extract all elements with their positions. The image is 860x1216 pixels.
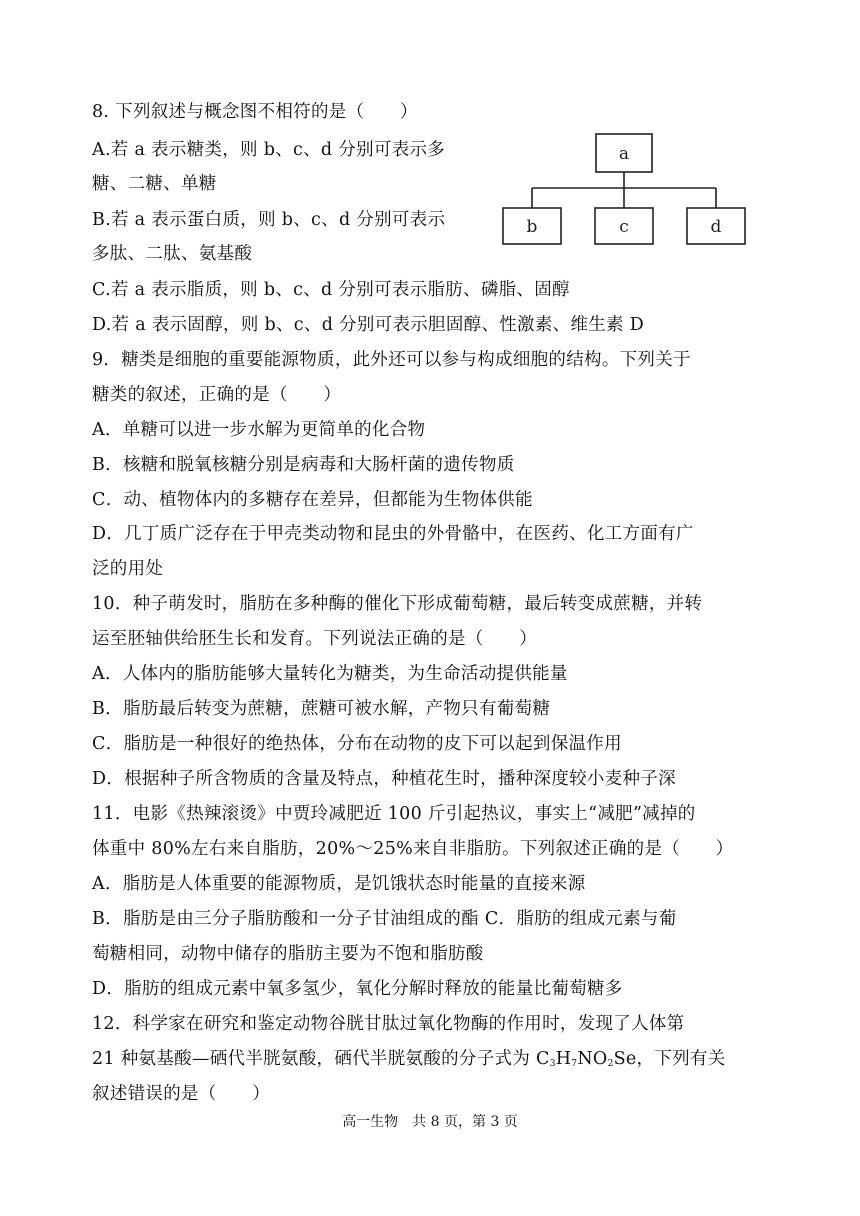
q10-option-b: B．脂肪最后转变为蔗糖，蔗糖可被水解，产物只有葡萄糖 [92,699,551,719]
q12-stem-line2-post: Se，下列有关 [613,1049,726,1069]
q11-option-bc-line1: B．脂肪是由三分子脂肪酸和一分子甘油组成的酯 C．脂肪的组成元素与葡 [92,909,677,929]
q11-option-bc-line2: 萄糖相同，动物中储存的脂肪主要为不饱和脂肪酸 [92,944,484,964]
q9-stem-line1: 9．糖类是细胞的重要能源物质，此外还可以参与构成细胞的结构。下列关于 [92,350,691,370]
q9-option-d-line1: D．几丁质广泛存在于甲壳类动物和昆虫的外骨骼中，在医药、化工方面有广 [92,524,694,544]
q12-stem-line2-pre: 21 种氨基酸—硒代半胱氨酸，硒代半胱氨酸的分子式为 C [92,1049,550,1069]
q8-option-d: D.若 a 表示固醇，则 b、c、d 分别可表示胆固醇、性激素、维生素 D [92,315,645,335]
q12-stem-line1: 12．科学家在研究和鉴定动物谷胱甘肽过氧化物酶的作用时，发现了人体第 [92,1014,685,1034]
diagram-label-d: d [710,217,722,237]
q11-stem-line1: 11．电影《热辣滚烫》中贾玲减肥近 100 斤引起热议，事实上“减肥”减掉的 [92,804,696,824]
page-footer: 高一生物 共 8 页，第 3 页 [342,1114,518,1130]
q9-option-b: B．核糖和脱氧核糖分别是病毒和大肠杆菌的遗传物质 [92,455,515,475]
q10-stem-line2: 运至胚轴供给胚生长和发育。下列说法正确的是（ ） [92,629,537,649]
q11-option-a: A．脂肪是人体重要的能源物质，是饥饿状态时能量的直接来源 [92,874,586,894]
formula-sub-o: 2 [607,1059,614,1069]
q12-stem-line2 [92,1047,726,1076]
formula-sub-h: 7 [571,1059,578,1069]
q11-stem-line2: 体重中 80%左右来自脂肪，20%～25%来自非脂肪。下列叙述正确的是（ ） [92,839,734,859]
formula-h: H [555,1049,572,1069]
q8-option-b-line1: B.若 a 表示蛋白质，则 b、c、d 分别可表示 [92,210,446,230]
q9-option-d-line2: 泛的用处 [92,559,164,579]
q8-stem: 8. 下列叙述与概念图不相符的是（ ） [92,102,418,122]
q12-stem-line3: 叙述错误的是（ ） [92,1084,270,1104]
q10-stem-line1: 10．种子萌发时，脂肪在多种酶的催化下形成葡萄糖，最后转变成蔗糖，并转 [92,594,703,614]
q8-option-b-line2: 多肽、二肽、氨基酸 [92,244,253,264]
q9-option-c: C．动、植物体内的多糖存在差异，但都能为生物体供能 [92,490,533,510]
q10-option-a: A．人体内的脂肪能够大量转化为糖类，为生命活动提供能量 [92,664,568,684]
formula-no: NO [577,1049,608,1069]
q8-option-a-line1: A.若 a 表示糖类，则 b、c、d 分别可表示多 [92,140,446,160]
diagram-label-b: b [526,217,538,237]
diagram-label-a: a [618,144,630,164]
q9-option-a: A．单糖可以进一步水解为更简单的化合物 [92,420,426,440]
concept-diagram [498,130,748,250]
formula-sub-c: 3 [549,1059,556,1069]
q10-option-d: D．根据种子所含物质的含量及特点，种植花生时，播种深度较小麦种子深 [92,769,676,789]
q10-option-c: C．脂肪是一种很好的绝热体，分布在动物的皮下可以起到保温作用 [92,734,622,754]
diagram-label-c: c [619,217,629,237]
q11-option-d: D．脂肪的组成元素中氧多氢少，氧化分解时释放的能量比葡萄糖多 [92,979,623,999]
q9-stem-line2: 糖类的叙述，正确的是（ ） [92,385,342,405]
q8-option-c: C.若 a 表示脂质，则 b、c、d 分别可表示脂肪、磷脂、固醇 [92,280,570,300]
q8-option-a-line2: 糖、二糖、单糖 [92,174,217,194]
